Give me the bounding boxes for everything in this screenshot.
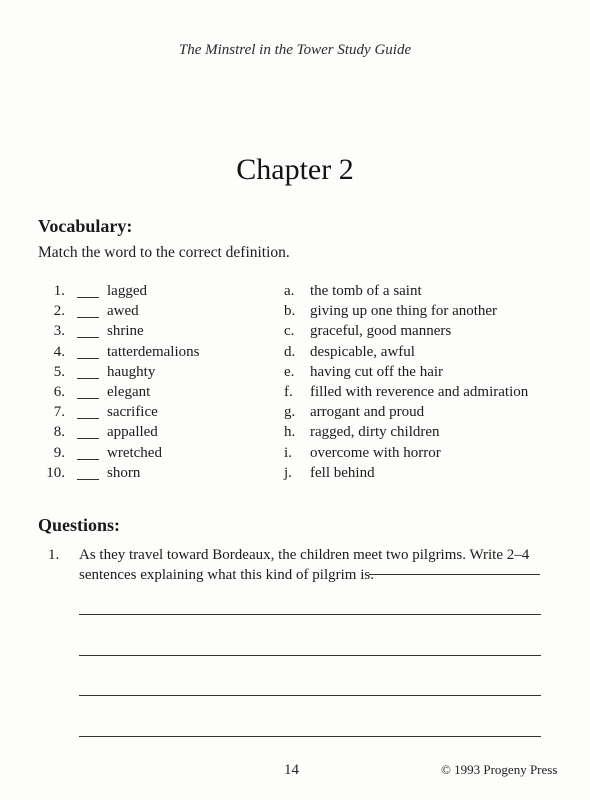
definition-letter: d.: [284, 343, 296, 360]
chapter-title: Chapter 2: [236, 153, 354, 186]
answer-line-inline: [369, 574, 540, 575]
vocab-word: elegant: [107, 384, 151, 400]
vocab-row-8: [0, 424, 590, 444]
vocab-word: wretched: [107, 444, 162, 461]
vocab-word: tatterdemalions: [107, 343, 200, 360]
definition-text: filled with reverence and admiration: [310, 384, 529, 400]
vocab-row-9: [0, 445, 590, 465]
answer-blank: [77, 378, 99, 379]
answer-blank: [77, 337, 99, 338]
vocab-word: appalled: [107, 424, 158, 441]
vocab-word: haughty: [107, 363, 156, 380]
answer-line-3: [79, 695, 541, 696]
vocabulary-heading: Vocabulary:: [38, 216, 133, 236]
word-number: 7.: [53, 404, 65, 421]
definition-text: ragged, dirty children: [310, 424, 440, 441]
vocab-row-6: [0, 384, 590, 404]
definition-letter: b.: [284, 303, 296, 320]
vocab-row-5: [0, 364, 590, 384]
answer-blank: [77, 398, 99, 399]
vocab-word: shrine: [107, 323, 144, 340]
definition-text: having cut off the hair: [310, 363, 444, 380]
question-number: 1.: [48, 547, 60, 563]
answer-blank: [77, 459, 99, 460]
questions-heading: Questions:: [38, 515, 121, 535]
answer-line-1: [79, 614, 541, 615]
definition-letter: f.: [284, 384, 293, 400]
word-number: 2.: [53, 303, 65, 320]
word-number: 8.: [53, 424, 65, 441]
definition-letter: g.: [284, 404, 296, 421]
vocab-row-1: [0, 283, 590, 303]
answer-line-4: [79, 736, 541, 737]
definition-letter: e.: [284, 363, 295, 380]
vocab-word: awed: [107, 303, 139, 320]
vocab-word: sacrifice: [107, 404, 158, 421]
vocab-row-3: [0, 323, 590, 343]
word-number: 6.: [53, 384, 65, 400]
definition-letter: j.: [284, 464, 292, 481]
word-number: 10.: [46, 464, 65, 481]
page-number: 14: [284, 762, 299, 778]
vocabulary-instructions: Match the word to the correct definition.: [38, 244, 290, 261]
vocab-row-4: [0, 344, 590, 364]
word-number: 5.: [53, 363, 65, 380]
word-number: 3.: [53, 323, 65, 340]
answer-blank: [77, 317, 99, 318]
word-number: 1.: [53, 283, 65, 299]
answer-blank: [77, 297, 99, 298]
word-number: 9.: [53, 444, 65, 461]
answer-blank: [77, 358, 99, 359]
definition-text: the tomb of a saint: [310, 283, 422, 299]
definition-letter: c.: [284, 323, 295, 340]
definition-text: giving up one thing for another: [310, 303, 498, 320]
definition-text: arrogant and proud: [310, 404, 425, 421]
definition-text: fell behind: [310, 464, 375, 481]
question-text: As they travel toward Bordeaux, the children meet two pilgrims. Write 2–4 sentences explaining what this kind of pilgrim is.: [79, 547, 530, 583]
running-header: The Minstrel in the Tower Study Guide: [178, 42, 412, 58]
definition-text: despicable, awful: [310, 343, 415, 360]
definition-text: graceful, good manners: [310, 323, 452, 340]
answer-blank: [77, 418, 99, 419]
definition-letter: i.: [284, 444, 292, 461]
definition-letter: h.: [284, 424, 296, 441]
vocab-row-7: [0, 404, 590, 424]
vocab-word: lagged: [107, 283, 147, 299]
definition-letter: a.: [284, 283, 295, 299]
word-number: 4.: [53, 343, 65, 360]
vocab-row-2: [0, 303, 590, 323]
answer-blank: [77, 438, 99, 439]
answer-blank: [77, 479, 99, 480]
answer-line-2: [79, 655, 541, 656]
definition-text: overcome with horror: [310, 444, 441, 461]
copyright-notice: © 1993 Progeny Press: [441, 762, 558, 777]
vocab-row-10: [0, 465, 590, 485]
vocab-word: shorn: [107, 464, 141, 481]
